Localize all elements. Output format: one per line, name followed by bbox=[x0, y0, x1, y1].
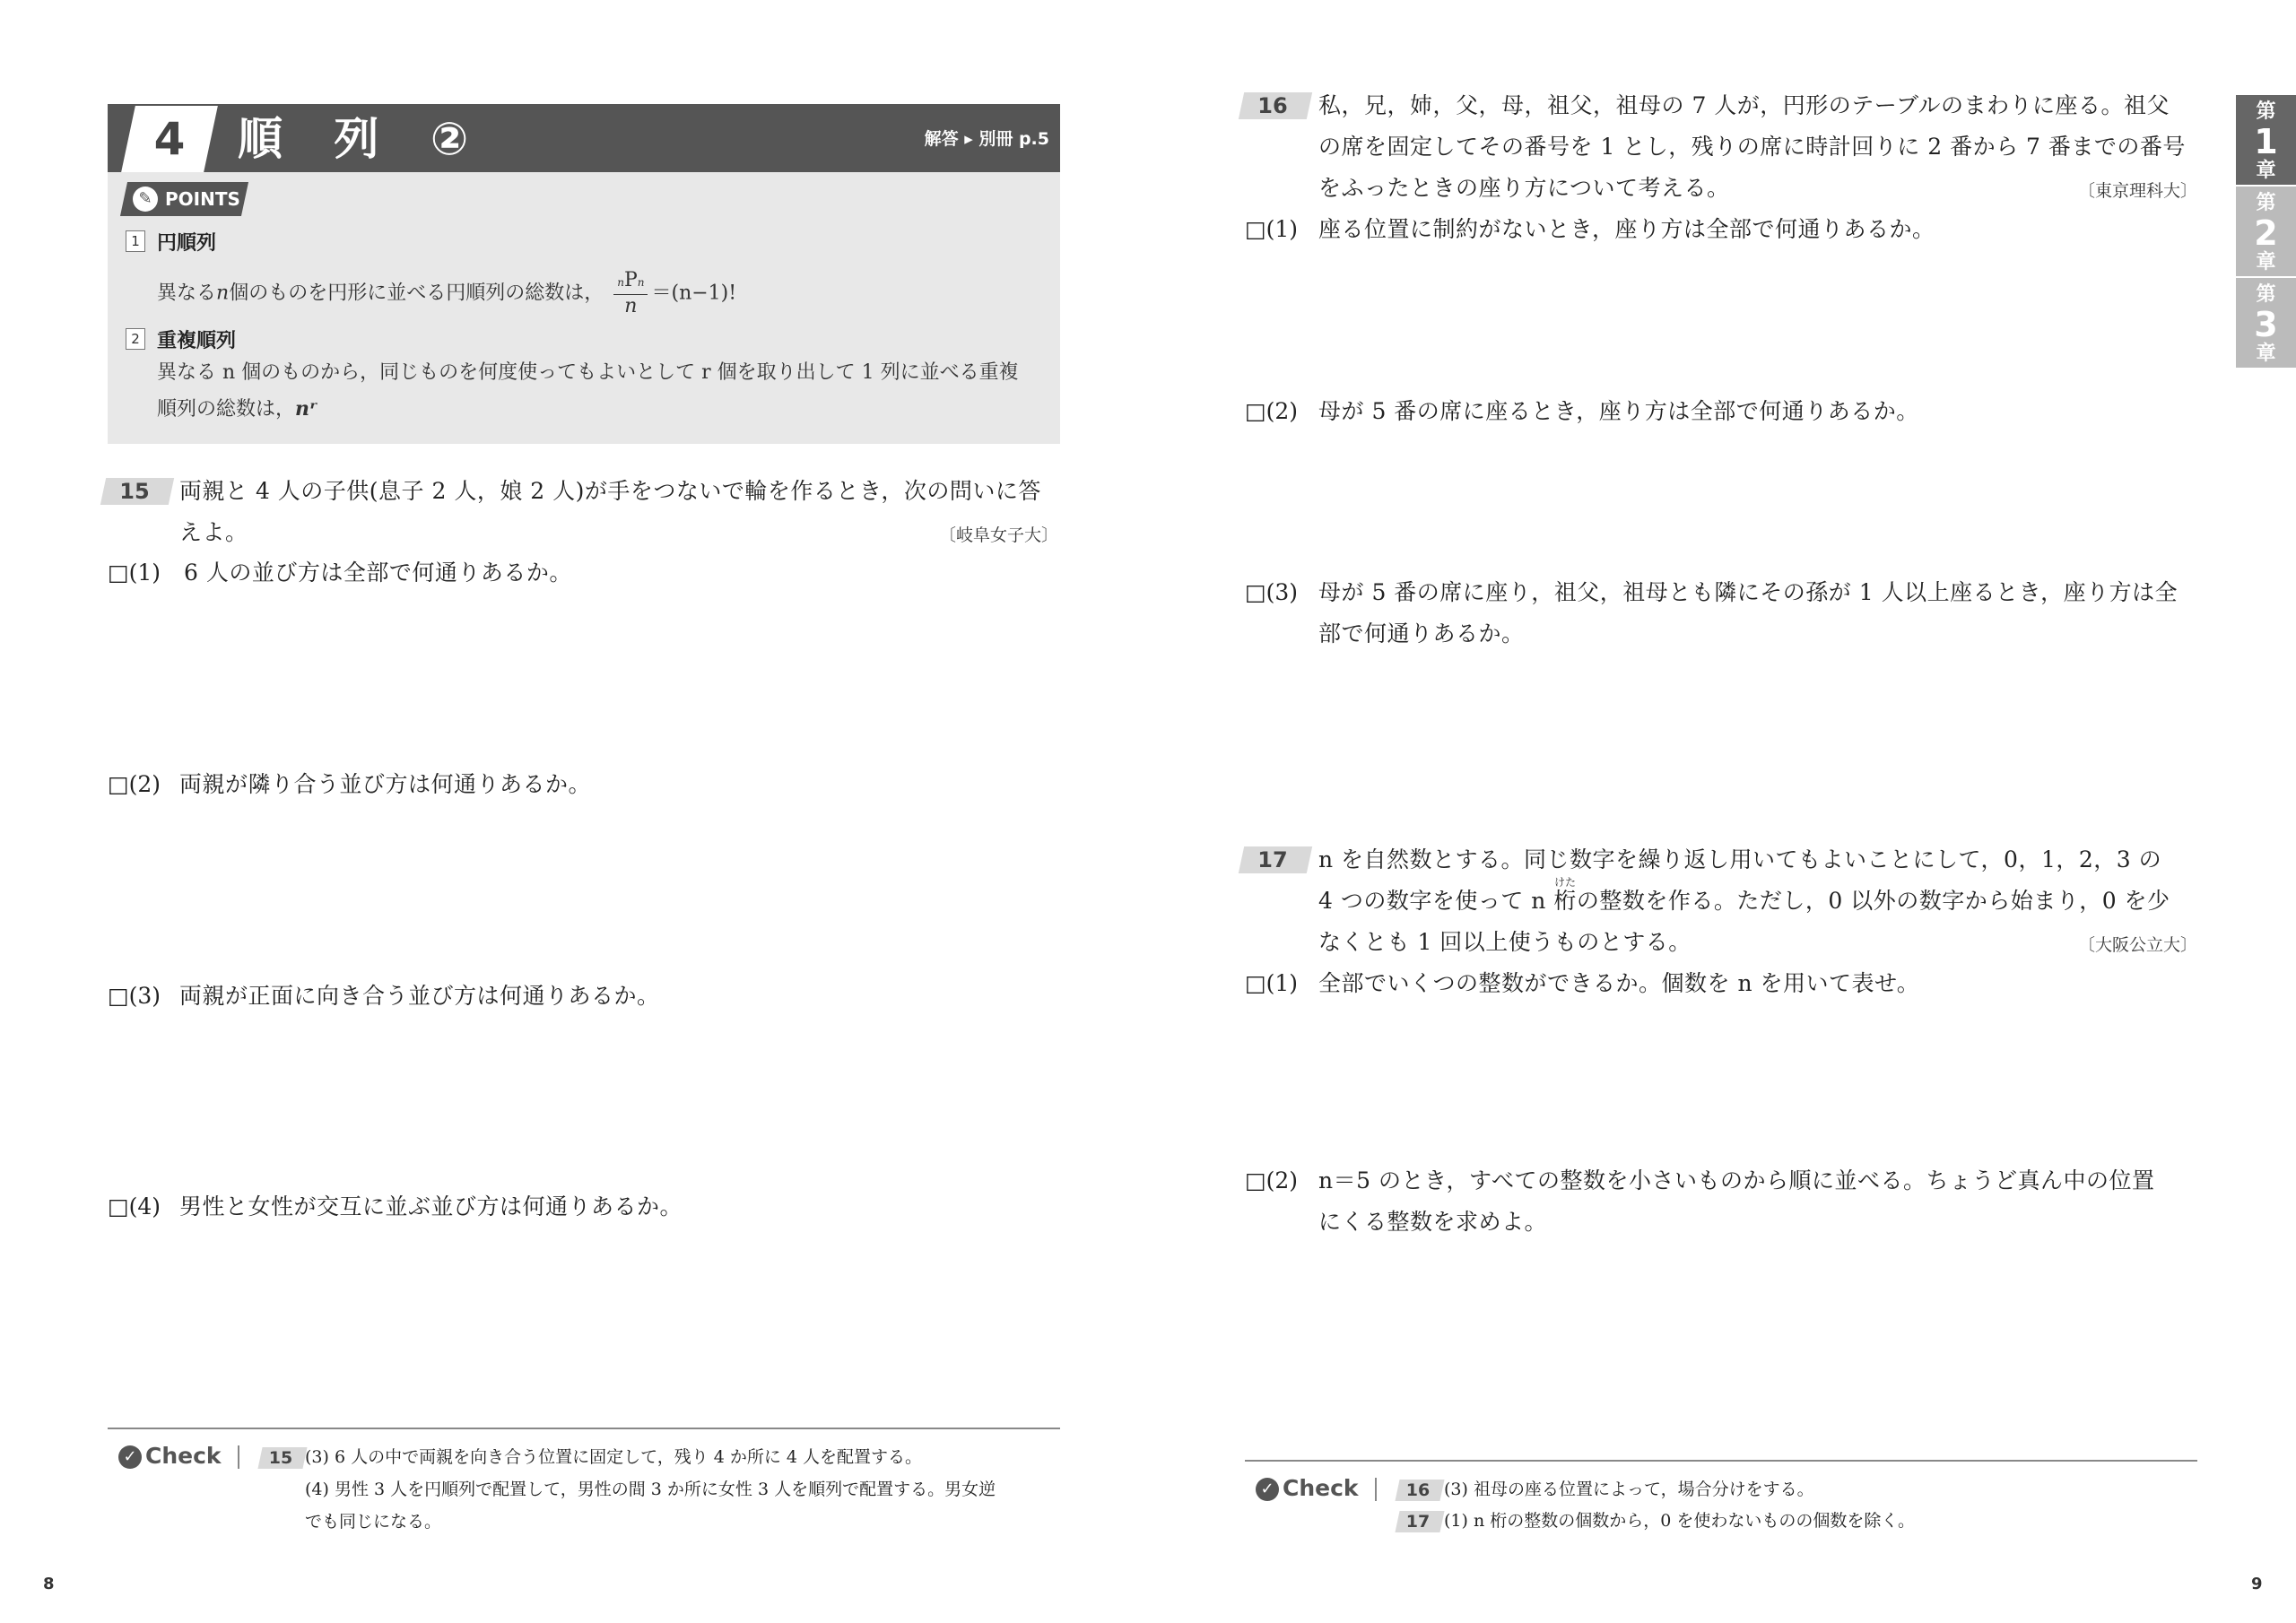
problem-15-line-1: 両親と 4 人の子供(息子 2 人，娘 2 人)が手をつないで輪を作るとき，次の問いに答 bbox=[179, 478, 1041, 504]
point-1-number: 1 bbox=[126, 230, 145, 252]
chapter-1-number: 1 bbox=[2254, 122, 2278, 161]
check-17-number: 17 bbox=[1405, 1512, 1431, 1532]
check-15-line-1: (3) 6 人の中で両親を向き合う位置に固定して，残り 4 か所に 4 人を配置する。 bbox=[305, 1447, 923, 1467]
question-15-3-checkbox[interactable]: □(3) bbox=[108, 983, 161, 1009]
problem-15-line-2: えよ。 bbox=[179, 519, 248, 545]
point-2-formula: nʳ bbox=[295, 397, 318, 421]
section-number: 4 bbox=[153, 113, 186, 165]
check-icon-right: ✓ bbox=[1256, 1478, 1279, 1501]
point-2-title: 重複順列 bbox=[157, 330, 237, 352]
question-15-4-checkbox[interactable]: □(4) bbox=[108, 1193, 161, 1219]
check-separator-right bbox=[1375, 1478, 1377, 1501]
question-16-1-text: 座る位置に制約がないとき，座り方は全部で何通りあるか。 bbox=[1318, 216, 1935, 242]
point-2-line-1: 異なる n 個のものから，同じものを何度使ってもよいとして r 個を取り出して 1 列に並べる重複 bbox=[157, 361, 1019, 384]
section-title: 順 列 ② bbox=[238, 113, 487, 165]
problem-17-source: 〔大阪公立大〕 bbox=[2077, 935, 2197, 955]
chapter-3-prefix: 第 bbox=[2256, 283, 2276, 306]
question-15-1-text: 6 人の並び方は全部で何通りあるか。 bbox=[184, 560, 572, 586]
point-1-title: 円順列 bbox=[157, 232, 217, 255]
question-15-2-text: 両親が隣り合う並び方は何通りあるか。 bbox=[179, 771, 592, 797]
frac-denominator: n bbox=[624, 295, 638, 317]
problem-17-number: 17 bbox=[1257, 847, 1288, 872]
problem-16-line-1: 私，兄，姉，父，母，祖父，祖母の 7 人が，円形のテーブルのまわりに座る。祖父 bbox=[1318, 92, 2170, 118]
chapter-2-number: 2 bbox=[2254, 213, 2278, 253]
point-1-text bbox=[157, 269, 736, 318]
question-16-3-checkbox[interactable]: □(3) bbox=[1245, 579, 1299, 605]
check-16-line: (3) 祖母の座る位置によって，場合分けをする。 bbox=[1444, 1480, 1814, 1499]
page-number-left: 8 bbox=[43, 1575, 55, 1593]
chapter-3-number: 3 bbox=[2254, 305, 2278, 344]
question-16-2-checkbox[interactable]: □(2) bbox=[1245, 398, 1299, 424]
question-15-3-text: 両親が正面に向き合う並び方は何通りあるか。 bbox=[179, 983, 660, 1009]
frac-sub-right: n bbox=[637, 276, 645, 289]
check-separator bbox=[238, 1445, 239, 1469]
point-1-formula-tail: ＝(n−1)! bbox=[651, 282, 737, 305]
problem-15-number: 15 bbox=[119, 479, 150, 504]
chapter-tab-2[interactable] bbox=[2236, 187, 2296, 276]
chapter-1-suffix: 章 bbox=[2256, 160, 2276, 182]
check-16-number: 16 bbox=[1405, 1480, 1431, 1500]
question-17-2-text: n＝5 のとき，すべての整数を小さいものから順に並べる。ちょうど真ん中の位置 bbox=[1318, 1167, 2155, 1193]
frac-p: P bbox=[623, 269, 638, 291]
chapter-1-prefix: 第 bbox=[2256, 100, 2276, 123]
point-2-number: 2 bbox=[126, 328, 145, 350]
question-16-3-text-2: 部で何通りあるか。 bbox=[1318, 621, 1525, 647]
problem-17-line-3: なくとも 1 回以上使うものとする。 bbox=[1318, 929, 1692, 955]
problem-16-source: 〔東京理科大〕 bbox=[2077, 181, 2197, 201]
check-15-line-2: (4) 男性 3 人を円順列で配置して，男性の間 3 か所に女性 3 人を順列で配置する。男女逆 bbox=[305, 1480, 996, 1499]
check-divider-right bbox=[1245, 1460, 2197, 1462]
question-17-1-checkbox[interactable]: □(1) bbox=[1245, 970, 1299, 996]
chapter-tab-1[interactable] bbox=[2236, 95, 2296, 185]
question-16-2-text: 母が 5 番の席に座るとき，座り方は全部で何通りあるか。 bbox=[1318, 398, 1919, 424]
pencil-icon: ✎ bbox=[133, 187, 158, 212]
check-17-line: (1) n 桁の整数の個数から，0 を使わないものの個数を除く。 bbox=[1444, 1511, 1915, 1531]
page-number-right: 9 bbox=[2251, 1575, 2263, 1593]
check-label-right: Check bbox=[1283, 1475, 1359, 1501]
point-2-line-2 bbox=[157, 391, 317, 428]
problem-15-source: 〔岐阜女子大〕 bbox=[938, 525, 1058, 545]
question-15-1-checkbox[interactable]: □(1) bbox=[108, 560, 161, 586]
check-label: Check bbox=[145, 1443, 222, 1469]
point-2-line-2-text: 順列の総数は， bbox=[157, 398, 296, 421]
check-15-number: 15 bbox=[268, 1448, 293, 1468]
question-17-1-text: 全部でいくつの整数ができるか。個数を n を用いて表せ。 bbox=[1318, 970, 1920, 996]
check-15-line-3: でも同じになる。 bbox=[305, 1512, 442, 1532]
question-17-2-checkbox[interactable]: □(2) bbox=[1245, 1167, 1299, 1193]
chapter-tab-3[interactable] bbox=[2236, 278, 2296, 368]
check-divider bbox=[108, 1428, 1060, 1429]
problem-16-number: 16 bbox=[1257, 93, 1288, 118]
chapter-2-prefix: 第 bbox=[2256, 192, 2276, 214]
chapter-3-suffix: 章 bbox=[2256, 343, 2276, 365]
problem-16-line-2: の席を固定してその番号を 1 とし，残りの席に時計回りに 2 番から 7 番までの番号 bbox=[1318, 134, 2186, 160]
question-16-3-text: 母が 5 番の席に座り，祖父，祖母とも隣にその孫が 1 人以上座るとき，座り方は全 bbox=[1318, 579, 2179, 605]
answer-reference: 解答 ▸ 別冊 p.5 bbox=[924, 129, 1049, 149]
point-1-var-n: n bbox=[216, 282, 230, 305]
frac-sub-left: n bbox=[617, 276, 624, 289]
check-icon: ✓ bbox=[118, 1445, 142, 1469]
question-17-2-text-2: にくる整数を求めよ。 bbox=[1318, 1209, 1548, 1235]
circular-permutation-fraction bbox=[613, 269, 648, 318]
chapter-2-suffix: 章 bbox=[2256, 251, 2276, 273]
question-16-1-checkbox[interactable]: □(1) bbox=[1245, 216, 1299, 242]
point-1-text-before: 異なる bbox=[157, 282, 217, 305]
point-1-text-middle: 個のものを円形に並べる円順列の総数は， bbox=[229, 282, 604, 305]
question-15-2-checkbox[interactable]: □(2) bbox=[108, 771, 161, 797]
problem-17-line-1: n を自然数とする。同じ数字を繰り返し用いてもよいことにして，0，1，2，3 の bbox=[1318, 846, 2162, 872]
problem-16-line-3: をふったときの座り方について考える。 bbox=[1318, 175, 1730, 201]
question-15-4-text: 男性と女性が交互に並ぶ並び方は何通りあるか。 bbox=[179, 1193, 683, 1219]
ruby-keta: けた bbox=[1554, 876, 1577, 889]
problem-17-line-2: 4 つの数字を使って n 桁の整数を作る。ただし，0 以外の数字から始まり，0 を少 bbox=[1318, 888, 2170, 914]
points-label: POINTS bbox=[165, 188, 240, 210]
